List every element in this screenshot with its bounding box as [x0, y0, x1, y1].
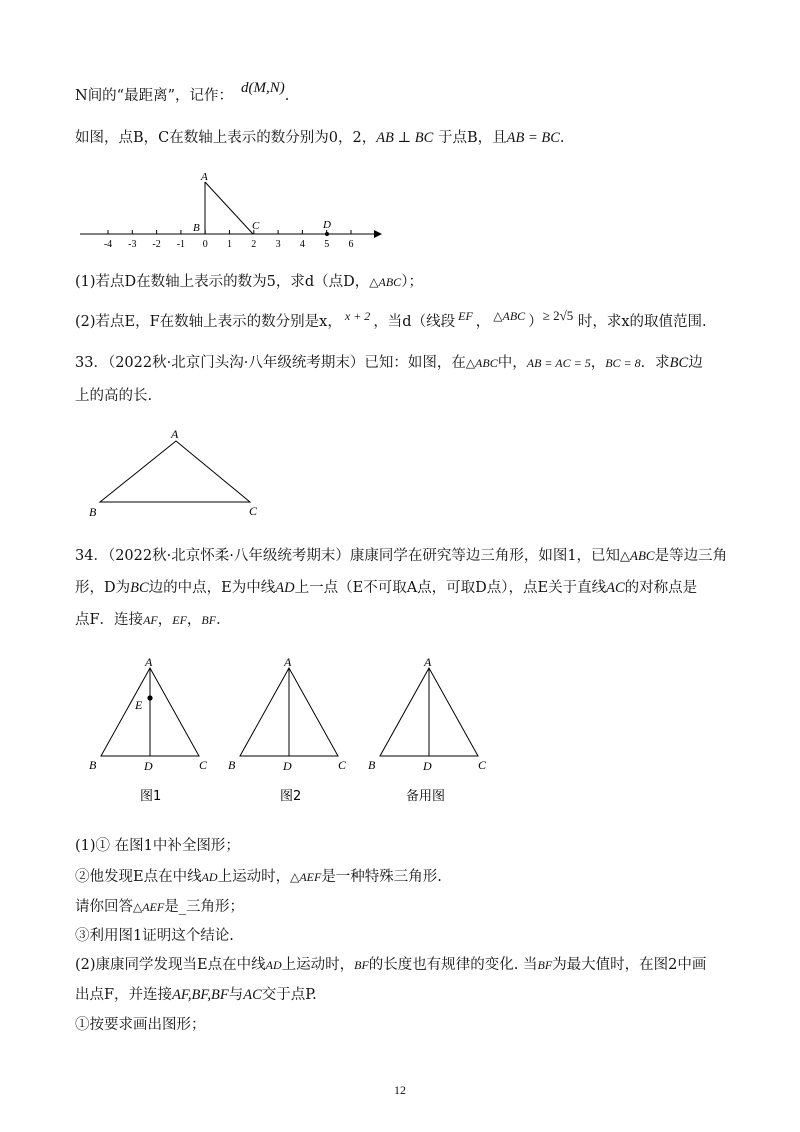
- text: 与: [228, 987, 244, 1003]
- label-c: C: [199, 758, 208, 772]
- text: 为最大值时，在图2中画: [552, 957, 707, 973]
- text: ③利用图1证明这个结论.: [75, 928, 234, 944]
- text: ，当d（线段: [373, 314, 456, 330]
- label-e: E: [135, 698, 143, 712]
- label-b: B: [89, 758, 97, 772]
- text: N间的“最距离”，记作：: [75, 88, 234, 104]
- math: BF: [354, 958, 369, 972]
- tick-label: 3: [275, 239, 281, 250]
- math: AC: [606, 580, 625, 596]
- text: ）: [528, 314, 543, 330]
- text: 是一种特殊三角形.: [321, 869, 442, 885]
- text: 交于点P.: [261, 987, 317, 1003]
- label-a: A: [171, 427, 179, 441]
- text: 上一点（E不可取A点，可取D点），点E关于直线: [294, 580, 607, 596]
- text: ．: [216, 612, 231, 628]
- text: 点F．连接: [75, 612, 144, 628]
- text: (1)① 在图1中补全图形；: [75, 838, 240, 854]
- text: 边的中点，E为中线: [148, 580, 276, 596]
- tick-label: 6: [348, 239, 354, 250]
- sub-6: [75, 985, 317, 1005]
- math: BF: [201, 613, 217, 627]
- sub-7: [75, 1015, 206, 1035]
- text: 于点B，且: [433, 130, 507, 146]
- caption-1: 图1: [140, 789, 162, 804]
- point-e-dot: [147, 695, 152, 700]
- label-d: D: [323, 219, 331, 231]
- text: ②他发现E点在中线: [75, 869, 202, 885]
- math: AD: [201, 870, 218, 884]
- math: EF: [458, 309, 473, 323]
- question-1: [75, 272, 423, 292]
- text: 是_三角形；: [164, 899, 244, 915]
- text: 34．（2022秋·北京怀柔·八年级统考期末）康康同学在研究等边三角形，如图1，已知: [75, 548, 621, 564]
- tick-label: -3: [128, 239, 137, 250]
- text: ，: [475, 314, 491, 330]
- label-b: B: [89, 505, 97, 519]
- label-c: C: [252, 220, 260, 232]
- math: AF,BF,BF: [172, 987, 229, 1003]
- text: (2)若点E，F在数轴上表示的数分别是x，: [75, 314, 342, 330]
- problem-34: [75, 546, 727, 566]
- sub-4: [75, 926, 234, 946]
- text: ，: [157, 612, 173, 628]
- figure-1: [89, 655, 208, 804]
- tick-label: -2: [152, 239, 161, 250]
- text: 上运动时，: [281, 957, 355, 973]
- math: AD: [265, 958, 282, 972]
- math: AB = AC = 5: [526, 356, 591, 370]
- text: 时，求x的取值范围.: [573, 314, 707, 330]
- text: 上的高的长.: [75, 388, 153, 404]
- math: EF: [172, 613, 187, 627]
- text: 的长度也有规律的变化. 当: [368, 957, 538, 973]
- label-b: B: [228, 758, 236, 772]
- text: ，: [186, 612, 202, 628]
- text: .: [284, 88, 290, 104]
- label-c: C: [338, 758, 347, 772]
- text: 是等边三角: [654, 548, 728, 564]
- math: △AEF: [133, 900, 165, 914]
- problem-34-line-3: [75, 610, 231, 630]
- math: x + 2: [344, 309, 371, 323]
- text: 的对称点是: [624, 580, 698, 596]
- text: .: [559, 130, 565, 146]
- figure-spare: [368, 655, 487, 804]
- tick-label: -1: [176, 239, 186, 250]
- text: 上运动时，: [217, 869, 291, 885]
- sub-3: [75, 897, 244, 917]
- number-line-figure: [78, 168, 388, 252]
- text: 如图，点B，C在数轴上表示的数分别为0，2，: [75, 130, 377, 146]
- figure-2: [228, 655, 347, 804]
- math: AB ⊥ BC: [376, 130, 434, 146]
- triangle-figures-34: [80, 652, 500, 812]
- text: 出点F，并连接: [75, 987, 173, 1003]
- math: △AEF: [290, 870, 322, 884]
- math: ≥ 2√5: [542, 308, 574, 323]
- text: (1)若点D在数轴上表示的数为5，求d（点D，: [75, 274, 370, 290]
- math: AC: [243, 987, 262, 1003]
- sub-5: [75, 955, 706, 975]
- math: BC = 8: [605, 356, 641, 370]
- label-a: A: [424, 655, 432, 669]
- question-2: [75, 308, 707, 332]
- math: △ABC: [369, 275, 402, 289]
- label-c: C: [478, 758, 487, 772]
- problem-33: [75, 353, 703, 373]
- text: ①按要求画出图形；: [75, 1017, 206, 1033]
- label-b: B: [368, 758, 376, 772]
- text-line: [75, 80, 290, 106]
- math: △ABC: [493, 309, 526, 323]
- math: △ABC: [465, 356, 498, 370]
- text-line: [75, 128, 565, 148]
- text: ，: [590, 355, 606, 371]
- problem-34-line-2: [75, 578, 697, 598]
- label-c: C: [249, 504, 258, 518]
- text: (2)康康同学发现当E点在中线: [75, 957, 266, 973]
- label-d: D: [423, 759, 432, 773]
- label-a: A: [145, 655, 153, 669]
- math: BC: [669, 355, 689, 371]
- tick-label: 0: [202, 239, 208, 250]
- label-b: B: [193, 222, 200, 234]
- problem-33-line-2: [75, 386, 152, 406]
- text: 边: [688, 355, 703, 371]
- label-a: A: [284, 655, 292, 669]
- math: BC: [130, 580, 149, 596]
- label-d: D: [144, 759, 153, 773]
- tick-label: -4: [103, 239, 113, 250]
- math: AF: [143, 613, 158, 627]
- text: ）；: [401, 274, 423, 290]
- text: 33．（2022秋·北京门头沟·八年级统考期末）已知：如图，在: [75, 355, 466, 371]
- math: BF: [537, 958, 553, 972]
- sub-1: [75, 836, 240, 856]
- caption-2: 图2: [280, 789, 302, 804]
- text: 形，D为: [75, 580, 131, 596]
- label-a: A: [201, 171, 208, 183]
- page-number: 12: [394, 1083, 406, 1097]
- point-d-dot: [325, 232, 329, 236]
- tick-label: 2: [251, 239, 257, 250]
- caption-spare: 备用图: [406, 789, 446, 804]
- math: AB = BC: [506, 130, 560, 146]
- text: ．求: [640, 355, 670, 371]
- sub-2: [75, 867, 442, 887]
- tick-label: 1: [227, 239, 232, 250]
- math: AD: [275, 580, 295, 596]
- tick-label: 4: [299, 239, 305, 250]
- triangle-figure-33: [82, 424, 272, 520]
- label-d: D: [283, 759, 292, 773]
- math: △ABC: [620, 548, 655, 563]
- tick-label: 5: [324, 239, 330, 250]
- math: d(M,N): [241, 80, 285, 96]
- text: 请你回答: [75, 899, 133, 915]
- text: 中，: [497, 355, 527, 371]
